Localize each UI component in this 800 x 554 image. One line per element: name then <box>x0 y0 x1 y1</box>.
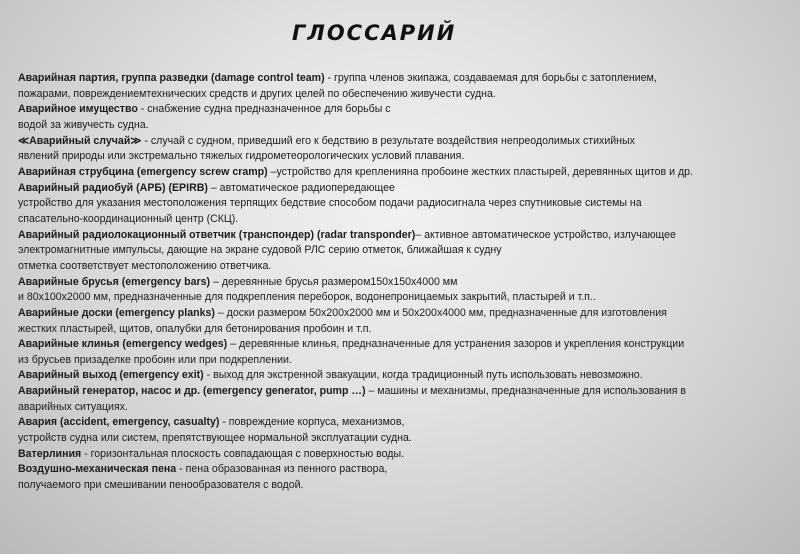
glossary-entry <box>18 462 798 478</box>
glossary-term: Аварийный радиолокационный ответчик (транспондер) (radar transponder) <box>18 228 416 241</box>
glossary-entry <box>18 368 798 384</box>
glossary-definition-continued: из брусьев призаделке пробоин или при подкреплении. <box>18 353 292 366</box>
glossary-entry <box>18 306 798 322</box>
glossary-definition-continued: устройство для указания местоположения терпящих бедствие способом подачи радиосигнала через спутниковые системы на <box>18 197 642 210</box>
glossary-definition-continued: электромагнитные импульсы, дающие на экране судовой РЛС серию отметок, ближайшая к судну <box>18 244 502 257</box>
glossary-entry <box>18 384 798 400</box>
glossary-entry <box>18 447 798 463</box>
glossary-definition: - пена образованная из пенного раствора, <box>176 463 388 476</box>
glossary-entry <box>18 275 798 291</box>
glossary-definition-continued: и 80x100x2000 мм, предназначенные для подкрепления переборок, водонепроницаемых закрытий, пластырей и т.п.. <box>18 291 596 304</box>
glossary-definition-continued: устройств судна или систем, препятствующее нормальной эксплуатации судна. <box>18 432 412 445</box>
glossary-definition: - группа членов экипажа, создаваемая для борьбы с затоплением, <box>324 72 657 84</box>
glossary-entry <box>18 228 798 244</box>
glossary-definition-continued: явлений природы или экстремально тяжелых гидрометеорологических условий плавания. <box>18 150 465 163</box>
glossary-definition: – активное автоматическое устройство, излучающее <box>415 228 676 241</box>
glossary-definition: - случай с судном, приведший его к бедствию в результате воздействия непреодолимых стихийных <box>141 134 635 147</box>
glossary-term: Аварийное имущество <box>18 103 138 116</box>
glossary-term: Аварийный генератор, насос и др. (emergency generator, pump …) <box>18 385 366 398</box>
glossary-definition-continued: аварийных ситуациях. <box>18 400 128 413</box>
glossary-term: Аварийные брусья (emergency bars) <box>18 275 211 288</box>
glossary-entry <box>18 165 798 181</box>
glossary-definition: – доски размером 50x200x2000 мм и 50x200x4000 мм, предназначенные для изготовления <box>214 306 667 319</box>
glossary-term: Аварийные доски (emergency planks) <box>18 306 215 319</box>
glossary-definition-continued: пожарами, повреждениемтехнических средств и других целей по обеспечению живучести судна. <box>18 87 496 100</box>
glossary-term: Аварийный радиобуй (АРБ) (EPIRB) <box>18 181 208 194</box>
page-title: ГЛОССАРИЙ <box>292 21 457 45</box>
glossary-definition: - снабжение судна предназначенное для борьбы с <box>137 103 391 116</box>
glossary-list <box>18 71 798 494</box>
glossary-definition: - повреждение корпуса, механизмов, <box>219 416 405 429</box>
glossary-entry <box>18 102 798 118</box>
glossary-definition: – деревянные клинья, предназначенные для устранения зазоров и укрепления конструкции <box>227 338 685 351</box>
glossary-definition: –устройство для крепленияна пробоине жестких пластырей, деревянных щитов и др. <box>267 165 693 178</box>
glossary-definition-continued: спасательно-координационный центр (СКЦ). <box>18 212 239 225</box>
glossary-definition-continued: жестких пластырей, щитов, опалубки для бетонирования пробоин и т.п. <box>18 322 372 335</box>
glossary-definition: - горизонтальная плоскость совпадающая с поверхностью воды. <box>81 447 405 460</box>
glossary-term: Аварийная струбцина (emergency screw cramp) <box>18 165 268 178</box>
glossary-entry <box>18 181 798 197</box>
glossary-definition-continued: получаемого при смешивании пенообразователя с водой. <box>18 479 304 492</box>
glossary-term: ≪Аварийный случай≫ <box>18 134 142 147</box>
glossary-definition: - выход для экстренной эвакуации, когда традиционный путь использовать невозможно. <box>203 369 643 382</box>
glossary-term: Авария (accident, emergency, casualty) <box>18 416 220 429</box>
glossary-definition-continued: водой за живучесть судна. <box>18 118 149 131</box>
glossary-term: Аварийные клинья (emergency wedges) <box>18 338 228 351</box>
glossary-term: Аварийная партия, группа разведки (damage control team) <box>18 72 325 84</box>
glossary-term: Ватерлиния <box>18 447 82 460</box>
glossary-definition: – автоматическое радиопередающее <box>207 181 395 194</box>
glossary-entry <box>18 415 798 431</box>
glossary-term: Аварийный выход (emergency exit) <box>18 369 204 382</box>
glossary-definition: – деревянные брусья размером150x150x4000 мм <box>210 275 458 288</box>
glossary-entry <box>18 337 798 353</box>
glossary-definition: – машины и механизмы, предназначенные для использования в <box>365 385 687 398</box>
glossary-entry <box>18 71 798 87</box>
glossary-term: Воздушно-механическая пена <box>18 463 177 476</box>
glossary-entry <box>18 134 798 150</box>
glossary-definition-continued: отметка соответствует местоположению ответчика. <box>18 259 272 272</box>
